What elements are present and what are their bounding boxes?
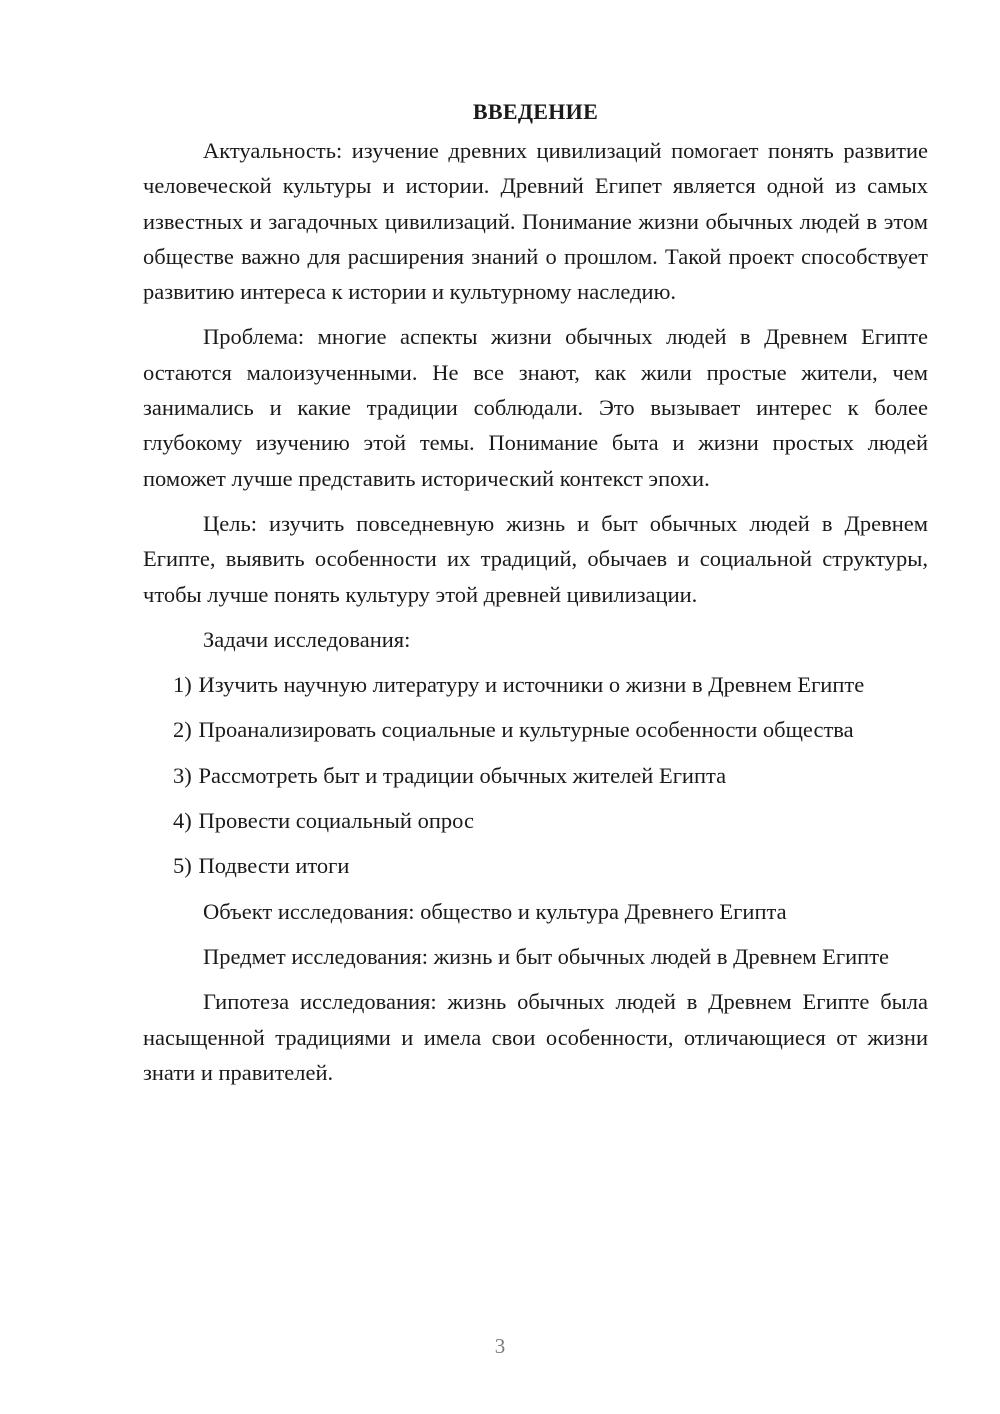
task-item (143, 803, 928, 838)
object-paragraph: Объект исследования: общество и культура Древнего Египта (203, 898, 787, 924)
task-item (143, 712, 928, 747)
task-text: Проанализировать социальные и культурные особенности общества (198, 717, 854, 743)
task-number: 1) (173, 672, 192, 698)
tasks-heading: Задачи исследования: (203, 626, 411, 652)
task-item (143, 848, 928, 883)
tasks-list (143, 667, 928, 883)
goal-paragraph: Цель: изучить повседневную жизнь и быт обычных людей в Древнем Египте, выявить особенности их традиций, обычаев и социальной структуры, чтобы лучше понять культуру этой древней цивилизации. (143, 510, 928, 607)
task-number: 2) (173, 717, 192, 743)
task-item (143, 758, 928, 793)
task-number: 5) (173, 853, 192, 879)
document-page (143, 94, 928, 1100)
task-text: Изучить научную литературу и источники о жизни в Древнем Египте (198, 672, 865, 698)
task-item (143, 667, 928, 702)
task-text: Рассмотреть быт и традиции обычных жителей Египта (198, 762, 727, 788)
page-number: 3 (494, 1334, 506, 1358)
task-text: Провести социальный опрос (198, 808, 474, 834)
task-text: Подвести итоги (198, 853, 350, 879)
subject-paragraph: Предмет исследования: жизнь и быт обычных людей в Древнем Египте (203, 943, 890, 969)
task-number: 4) (173, 808, 192, 834)
section-title: ВВЕДЕНИЕ (472, 99, 599, 124)
relevance-paragraph: Актуальность: изучение древних цивилизаций помогает понять развитие человеческой культуры и истории. Древний Египет является одной из самых известных и загадочных цивилизаций. Понимание жизни обычных людей в этом обществе важно для расширения знаний о прошлом. Такой проект способствует развитию интереса к истории и культурному наследию. (143, 138, 928, 305)
problem-paragraph: Проблема: многие аспекты жизни обычных людей в Древнем Египте остаются малоизученными. Не все знают, как жили простые жители, чем занимались и какие традиции соблюдали. Это вызывает интерес к более глубокому изучению этой темы. Понимание быта и жизни простых людей поможет лучше представить исторический контекст эпохи. (143, 324, 928, 491)
hypothesis-paragraph: Гипотеза исследования: жизнь обычных людей в Древнем Египте была насыщенной традициями и имела свои особенности, отличающиеся от жизни знати и правителей. (143, 989, 928, 1085)
task-number: 3) (173, 762, 192, 788)
